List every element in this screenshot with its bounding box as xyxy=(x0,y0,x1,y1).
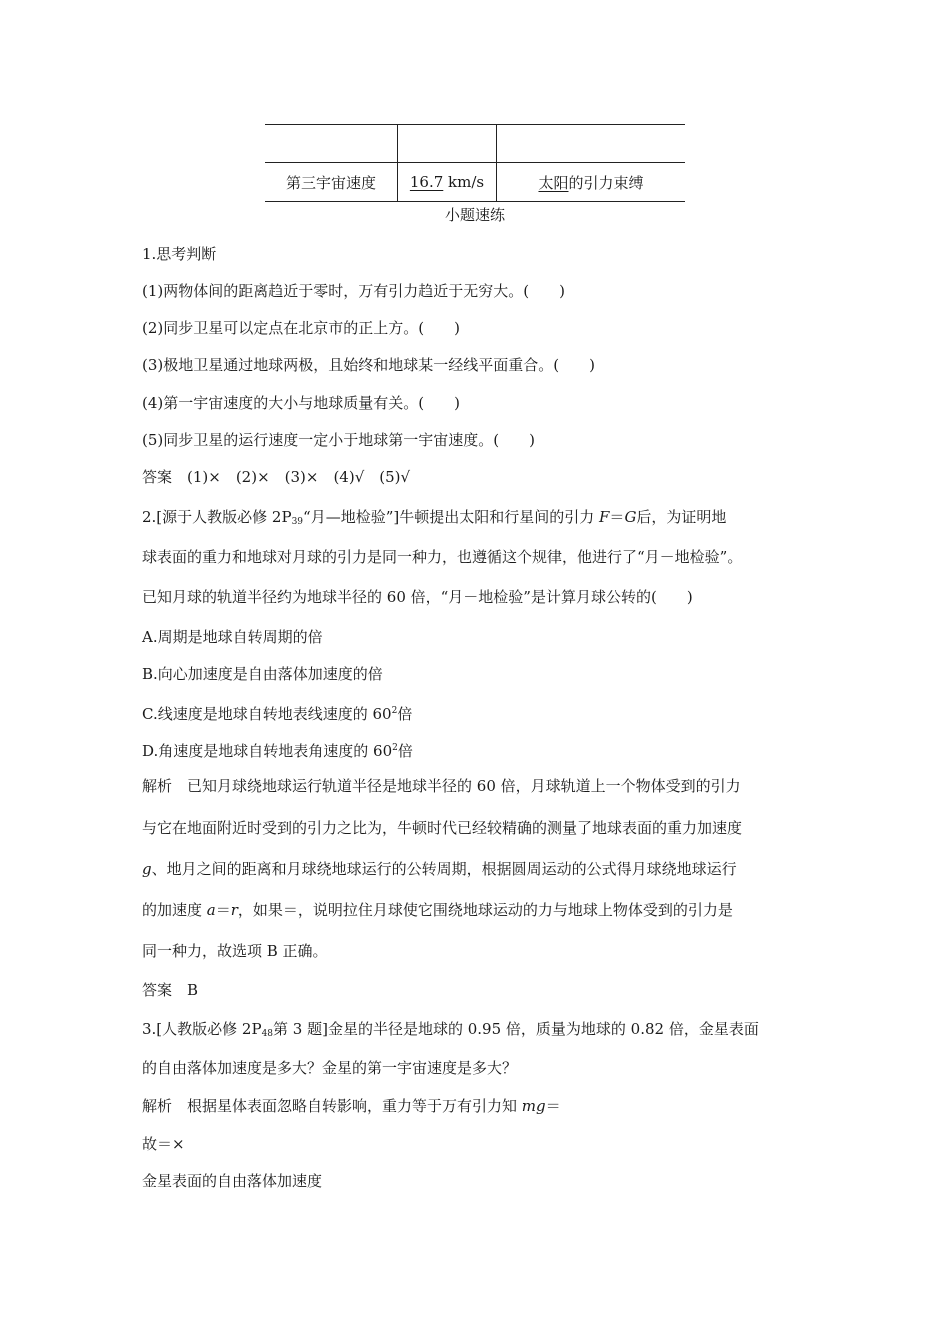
table-row xyxy=(265,163,685,202)
q1-item-1: (1)两物体间的距离趋近于零时，万有引力趋近于无穷大。( ) xyxy=(142,282,565,300)
q2-explanation-line-2: 与它在地面附近时受到的引力之比为，牛顿时代已经较精确的测量了地球表面的重力加速度 xyxy=(142,819,743,837)
q2-stem-line-2: 球表面的重力和地球对月球的引力是同一种力，也遵循这个规律，他进行了“月－地检验”。 xyxy=(142,548,743,566)
q2-option-a: A.周期是地球自转周期的倍 xyxy=(142,628,323,646)
q3-stem-line-2: 的自由落体加速度是多大？金星的第一宇宙速度是多大？ xyxy=(142,1059,518,1077)
q2-answer: 答案 B xyxy=(142,981,199,999)
velocity-unit: km/s xyxy=(443,173,485,191)
q1-item-5: (5)同步卫星的运行速度一定小于地球第一宇宙速度。( ) xyxy=(142,431,535,449)
table-row xyxy=(265,125,685,163)
q1-item-4: (4)第一宇宙速度的大小与地球质量有关。( ) xyxy=(142,394,460,412)
q2-explanation-line-3: g、地月之间的距离和月球绕地球运行的公转周期，根据圆周运动的公式得月球绕地球运行 xyxy=(142,860,737,878)
constraint-text: 的引力束缚 xyxy=(568,173,644,192)
cosmic-velocity-table xyxy=(265,124,685,202)
q2-explanation-line-4: 的加速度 a＝r，如果＝，说明拉住月球使它围绕地球运动的力与地球上物体受到的引力是 xyxy=(142,901,733,919)
q2-explanation-line-5: 同一种力，故选项 B 正确。 xyxy=(142,942,328,960)
q2-option-b: B.向心加速度是自由落体加速度的倍 xyxy=(142,665,383,683)
q2-stem-line-3: 已知月球的轨道半径约为地球半径的 60 倍，“月－地检验”是计算月球公转的( ) xyxy=(142,588,693,606)
q2-option-c: C.线速度是地球自转地表线速度的 $60^2$倍 xyxy=(142,705,413,723)
constraint-body: 太阳 xyxy=(538,173,569,192)
q2-option-d: D.角速度是地球自转地表角速度的 $60^2$倍 xyxy=(142,742,413,760)
velocity-value-cell xyxy=(398,163,497,202)
q1-item-2: (2)同步卫星可以定点在北京市的正上方。( ) xyxy=(142,319,460,337)
q3-explanation-line-2: 故＝× xyxy=(142,1135,185,1153)
q3-explanation-line-3: 金星表面的自由落体加速度 xyxy=(142,1172,323,1190)
q1-title: 1.思考判断 xyxy=(142,245,217,263)
velocity-constraint-cell xyxy=(497,163,686,202)
velocity-name-cell: 第三宇宙速度 xyxy=(265,163,398,202)
q2-stem-line-1: 2.[源于人教版必修 $2P_{39}“$月—地检验”]牛顿提出太阳和行星间的引力 F＝G后，为证明地 xyxy=(142,508,727,527)
section-title: 小题速练 xyxy=(444,206,505,224)
q1-answer: 答案 (1)× (2)× (3)× (4)√ (5)√ xyxy=(142,468,411,486)
q1-item-3: (3)极地卫星通过地球两极，且始终和地球某一经线平面重合。( ) xyxy=(142,356,595,374)
q3-explanation-line-1: 解析 根据星体表面忽略自转影响，重力等于万有引力知 mg＝ xyxy=(142,1097,561,1115)
velocity-value: 16.7 xyxy=(409,173,444,191)
q3-stem-line-1: 3.[人教版必修 $2P_{48}$第 3 题]金星的半径是地球的 0.95 倍，质量为地球的 0.82 倍，金星表面 xyxy=(142,1020,759,1039)
q2-explanation-line-1: 解析 已知月球绕地球运行轨道半径是地球半径的 60 倍，月球轨道上一个物体受到的引力 xyxy=(142,777,741,795)
